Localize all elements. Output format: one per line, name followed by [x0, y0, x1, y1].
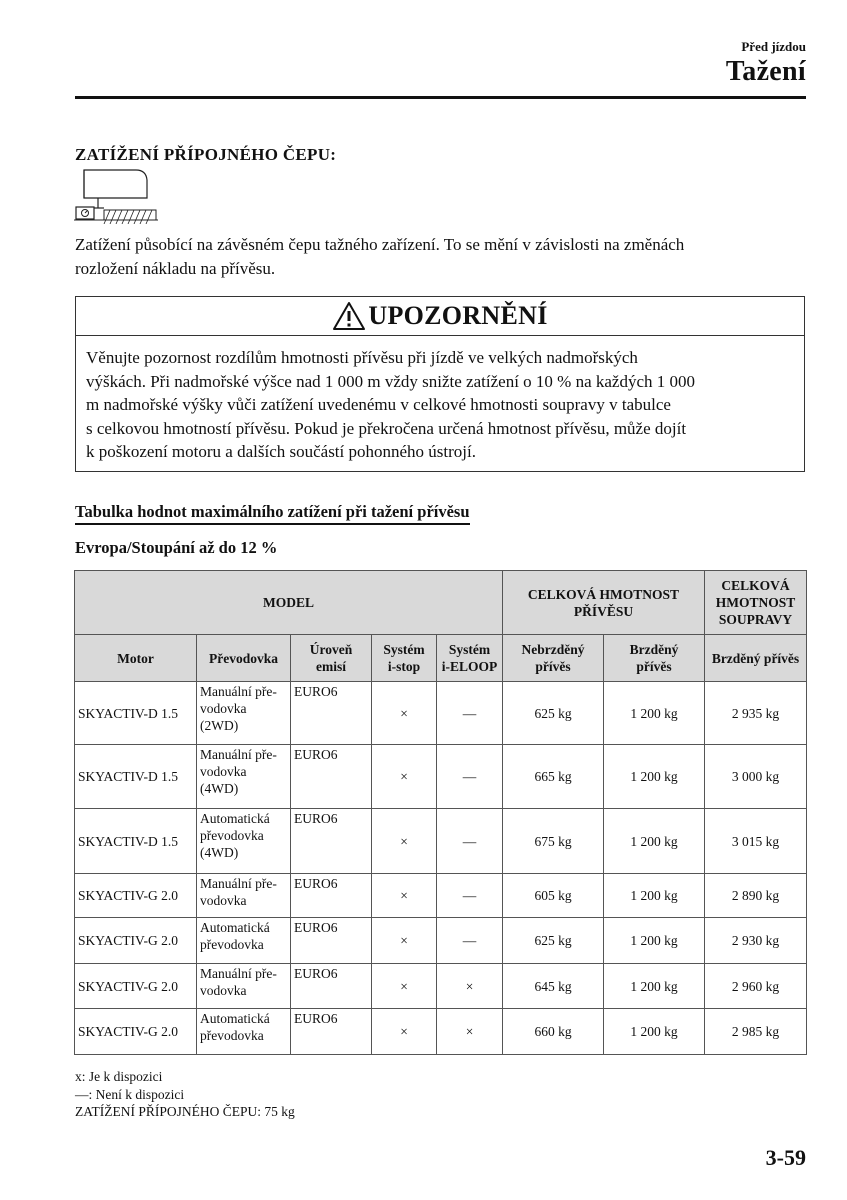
- header-line: CELKOVÁ: [721, 578, 790, 593]
- cell-ieloop: —: [437, 874, 503, 918]
- cell-line: Automatická: [200, 811, 270, 826]
- cell-line: převodovka: [200, 828, 264, 843]
- cell-istop: ×: [372, 745, 437, 809]
- header-line: SOUPRAVY: [718, 612, 793, 627]
- cell-istop: ×: [372, 918, 437, 964]
- cell-combination: 2 935 kg: [705, 682, 807, 745]
- col-header-unbraked: [503, 635, 604, 682]
- header-line: CELKOVÁ HMOTNOST: [527, 586, 680, 602]
- cell-motor: SKYACTIV-G 2.0: [75, 874, 197, 918]
- cell-braked: 1 200 kg: [604, 918, 705, 964]
- cell-unbraked: 605 kg: [503, 874, 604, 918]
- header-line: emisí: [316, 659, 346, 674]
- warning-line: Věnujte pozornost rozdílům hmotnosti přívěsu při jízdě ve velkých nadmořských: [86, 348, 638, 367]
- cell-istop: ×: [372, 1009, 437, 1055]
- cell-ieloop: —: [437, 682, 503, 745]
- cell-braked: 1 200 kg: [604, 874, 705, 918]
- header-line: i-stop: [387, 659, 421, 674]
- tongue-load-description: [75, 233, 795, 280]
- table-row: [75, 874, 807, 918]
- col-header-ieloop: [437, 635, 503, 682]
- col-header-braked-combination: Brzděný přívěs: [705, 635, 807, 682]
- cell-line: vodovka: [200, 701, 247, 716]
- table-notes: [75, 1068, 295, 1121]
- cell-unbraked: 625 kg: [503, 918, 604, 964]
- model-group-header: MODEL: [75, 571, 503, 635]
- cell-braked: 1 200 kg: [604, 964, 705, 1009]
- table-subheading: Evropa/Stoupání až do 12 %: [75, 538, 278, 557]
- cell-emission: EURO6: [291, 809, 372, 874]
- cell-motor: SKYACTIV-G 2.0: [75, 964, 197, 1009]
- cell-unbraked: 645 kg: [503, 964, 604, 1009]
- warning-body: [76, 336, 804, 464]
- cell-line: převodovka: [200, 937, 264, 952]
- cell-line: vodovka: [200, 893, 247, 908]
- cell-motor: SKYACTIV-D 1.5: [75, 682, 197, 745]
- cell-motor: SKYACTIV-D 1.5: [75, 809, 197, 874]
- cell-line: Manuální pře-: [200, 966, 277, 981]
- cell-transmission: [197, 682, 291, 745]
- col-header-emission: [291, 635, 372, 682]
- table-row: [75, 1009, 807, 1055]
- cell-line: (4WD): [200, 781, 239, 796]
- warning-line: k poškození motoru a dalších součástí pohonného ústrojí.: [86, 442, 476, 461]
- combination-weight-group-header: [705, 571, 807, 635]
- page-title: Tažení: [725, 56, 806, 87]
- warning-triangle-icon: [332, 301, 366, 331]
- cell-combination: 3 000 kg: [705, 745, 807, 809]
- header-rule: [75, 96, 806, 99]
- header-line: Systém: [448, 642, 491, 657]
- cell-line: vodovka: [200, 983, 247, 998]
- header-line: přívěs: [535, 659, 571, 674]
- cell-unbraked: 675 kg: [503, 809, 604, 874]
- cell-ieloop: ×: [437, 1009, 503, 1055]
- col-header-motor: Motor: [75, 635, 197, 682]
- cell-line: (4WD): [200, 845, 239, 860]
- cell-braked: 1 200 kg: [604, 809, 705, 874]
- cell-transmission: [197, 918, 291, 964]
- cell-ieloop: —: [437, 745, 503, 809]
- cell-combination: 3 015 kg: [705, 809, 807, 874]
- cell-combination: 2 930 kg: [705, 918, 807, 964]
- header-line: Brzděný: [629, 642, 679, 657]
- table-row: [75, 682, 807, 745]
- cell-emission: EURO6: [291, 874, 372, 918]
- col-header-transmission: Převodovka: [197, 635, 291, 682]
- cell-transmission: [197, 809, 291, 874]
- table-heading: Tabulka hodnot maximálního zatížení při tažení přívěsu: [75, 502, 470, 525]
- cell-braked: 1 200 kg: [604, 1009, 705, 1055]
- cell-ieloop: ×: [437, 964, 503, 1009]
- cell-line: (2WD): [200, 718, 239, 733]
- cell-line: Manuální pře-: [200, 876, 277, 891]
- cell-combination: 2 985 kg: [705, 1009, 807, 1055]
- header-line: PŘÍVĚSU: [573, 603, 634, 619]
- cell-transmission: [197, 1009, 291, 1055]
- cell-transmission: [197, 964, 291, 1009]
- header-line: HMOTNOST: [715, 595, 796, 610]
- cell-transmission: [197, 745, 291, 809]
- warning-box: [75, 296, 805, 472]
- header-section-label: Před jízdou: [741, 39, 806, 54]
- description-line: Zatížení působící na závěsném čepu tažného zařízení. To se mění v závislosti na změnách: [75, 235, 685, 254]
- note-line: ZATÍŽENÍ PŘÍPOJNÉHO ČEPU: 75 kg: [75, 1104, 295, 1119]
- cell-combination: 2 890 kg: [705, 874, 807, 918]
- header-line: přívěs: [636, 659, 672, 674]
- description-line: rozložení nákladu na přívěsu.: [75, 258, 276, 278]
- cell-motor: SKYACTIV-D 1.5: [75, 745, 197, 809]
- cell-emission: EURO6: [291, 1009, 372, 1055]
- cell-braked: 1 200 kg: [604, 745, 705, 809]
- cell-emission: EURO6: [291, 745, 372, 809]
- col-header-braked: [604, 635, 705, 682]
- cell-emission: EURO6: [291, 682, 372, 745]
- header-line: i-ELOOP: [441, 659, 498, 674]
- warning-line: m nadmořské výšky vůči zatížení uvedenému v celkové hmotnosti soupravy v tabulce: [86, 395, 671, 414]
- table-row: [75, 809, 807, 874]
- cell-istop: ×: [372, 682, 437, 745]
- cell-braked: 1 200 kg: [604, 682, 705, 745]
- cell-unbraked: 625 kg: [503, 682, 604, 745]
- warning-line: s celkovou hmotností přívěsu. Pokud je překročena určená hmotnost přívěsu, může dojít: [86, 418, 687, 438]
- cell-istop: ×: [372, 809, 437, 874]
- cell-istop: ×: [372, 964, 437, 1009]
- cell-line: vodovka: [200, 764, 247, 779]
- cell-emission: EURO6: [291, 918, 372, 964]
- trailer-weight-group-header: [503, 571, 705, 635]
- cell-combination: 2 960 kg: [705, 964, 807, 1009]
- tongue-load-illustration-icon: [74, 168, 158, 229]
- cell-ieloop: —: [437, 809, 503, 874]
- warning-header: [76, 297, 804, 336]
- note-line: —: Není k dispozici: [75, 1086, 185, 1102]
- cell-unbraked: 660 kg: [503, 1009, 604, 1055]
- cell-ieloop: —: [437, 918, 503, 964]
- header-line: Systém: [383, 642, 425, 657]
- header-line: Úroveň: [309, 642, 353, 657]
- table-row: [75, 745, 807, 809]
- header-line: Nebrzděný: [521, 642, 585, 657]
- tongue-load-heading: ZATÍŽENÍ PŘÍPOJNÉHO ČEPU:: [75, 145, 337, 164]
- cell-line: Automatická: [200, 920, 270, 935]
- towing-load-table: [74, 570, 807, 1055]
- cell-line: převodovka: [200, 1028, 264, 1043]
- cell-line: Automatická: [200, 1011, 270, 1026]
- warning-line: výškách. Při nadmořské výšce nad 1 000 m vždy snižte zatížení o 10 % na každých 1 000: [86, 371, 696, 391]
- cell-unbraked: 665 kg: [503, 745, 604, 809]
- cell-istop: ×: [372, 874, 437, 918]
- cell-emission: EURO6: [291, 964, 372, 1009]
- note-line: x: Je k dispozici: [75, 1069, 163, 1084]
- table-row: [75, 964, 807, 1009]
- cell-transmission: [197, 874, 291, 918]
- cell-motor: SKYACTIV-G 2.0: [75, 1009, 197, 1055]
- cell-line: Manuální pře-: [200, 747, 277, 762]
- cell-line: Manuální pře-: [200, 684, 277, 699]
- col-header-istop: [372, 635, 437, 682]
- cell-motor: SKYACTIV-G 2.0: [75, 918, 197, 964]
- warning-title: UPOZORNĚNÍ: [368, 301, 548, 330]
- page-number: 3-59: [765, 1145, 806, 1170]
- table-row: [75, 918, 807, 964]
